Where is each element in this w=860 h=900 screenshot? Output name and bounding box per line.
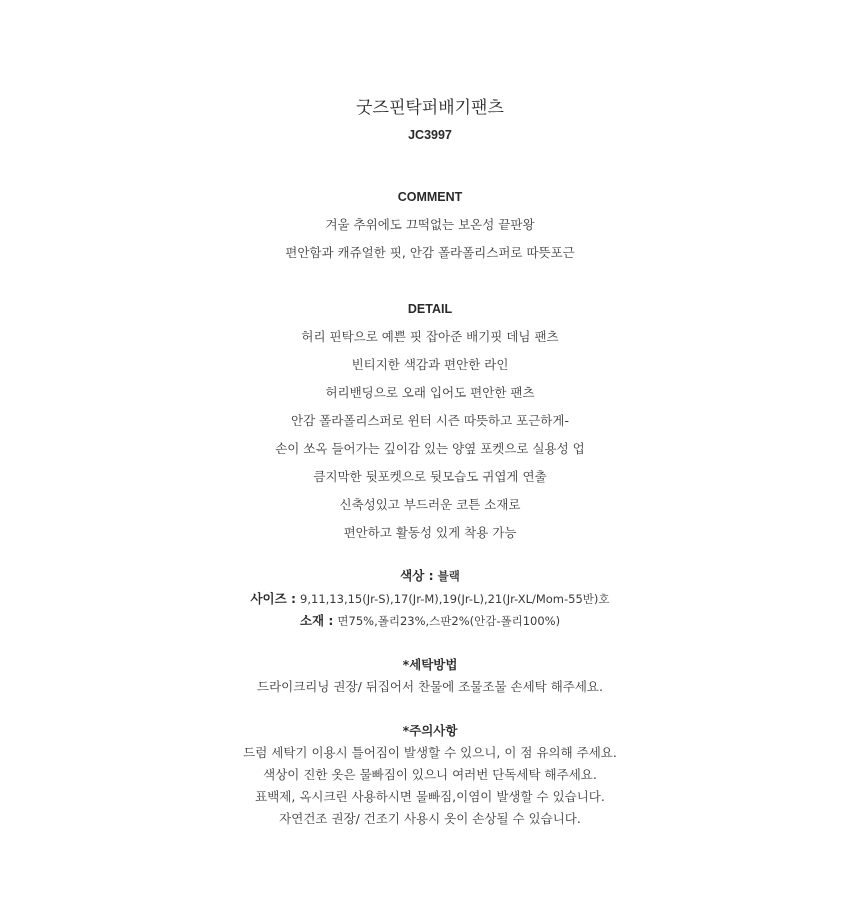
- spec-color-value: 블랙: [437, 569, 460, 583]
- spec-color: [0, 568, 860, 584]
- detail-line: 안감 폴라폴리스퍼로 윈터 시즌 따뜻하고 포근하게-: [291, 413, 569, 428]
- detail-line: 손이 쏘옥 들어가는 깊이감 있는 양옆 포켓으로 실용성 업: [275, 441, 585, 456]
- spec-material-value: 면75%,폴리23%,스판2%(안감-폴리100%): [337, 614, 561, 628]
- caution-line: 표백제, 옥시크린 사용하시면 물빠짐,이염이 발생할 수 있습니다.: [255, 789, 605, 804]
- product-code: JC3997: [408, 128, 452, 142]
- detail-line: 허리밴딩으로 오래 입어도 편안한 팬츠: [325, 385, 535, 400]
- caution-heading: *주의사항: [402, 723, 458, 738]
- detail-heading: DETAIL: [407, 302, 453, 316]
- spec-size-label: 사이즈 :: [250, 591, 297, 606]
- washing-heading: *세탁방법: [402, 657, 458, 672]
- detail-line: 빈티지한 색감과 편안한 라인: [351, 357, 509, 372]
- spec-size-value: 9,11,13,15(Jr-S),17(Jr-M),19(Jr-L),21(Jr-XL/Mom-55반)호: [300, 592, 610, 606]
- product-name: 굿즈핀탁퍼배기팬츠: [356, 98, 504, 118]
- caution-line: 자연건조 권장/ 건조기 사용시 옷이 손상될 수 있습니다.: [279, 811, 581, 826]
- detail-line: 편안하고 활동성 있게 착용 가능: [343, 525, 517, 540]
- detail-line: 큼지막한 뒷포켓으로 뒷모습도 귀엽게 연출: [313, 469, 547, 484]
- spec-size: [0, 591, 860, 607]
- caution-line: 드럼 세탁기 이용시 틀어짐이 발생할 수 있으니, 이 점 유의해 주세요.: [243, 745, 617, 760]
- spec-color-label: 색상 :: [400, 568, 434, 583]
- detail-line: 신축성있고 부드러운 코튼 소재로: [339, 497, 521, 512]
- comment-line: 편안함과 캐쥬얼한 핏, 안감 폴라폴리스퍼로 따뜻포근: [285, 245, 575, 260]
- spec-material-label: 소재 :: [299, 613, 334, 628]
- detail-line: 허리 핀탁으로 예쁜 핏 잡아준 배기핏 데님 팬츠: [301, 329, 559, 344]
- caution-line: 색상이 진한 옷은 물빠짐이 있으니 여러번 단독세탁 해주세요.: [263, 767, 597, 782]
- comment-heading: COMMENT: [397, 190, 463, 204]
- washing-line: 드라이크리닝 권장/ 뒤집어서 찬물에 조물조물 손세탁 해주세요.: [257, 679, 603, 694]
- comment-line: 겨울 추위에도 끄떡없는 보온성 끝판왕: [325, 217, 535, 232]
- spec-material: [0, 613, 860, 629]
